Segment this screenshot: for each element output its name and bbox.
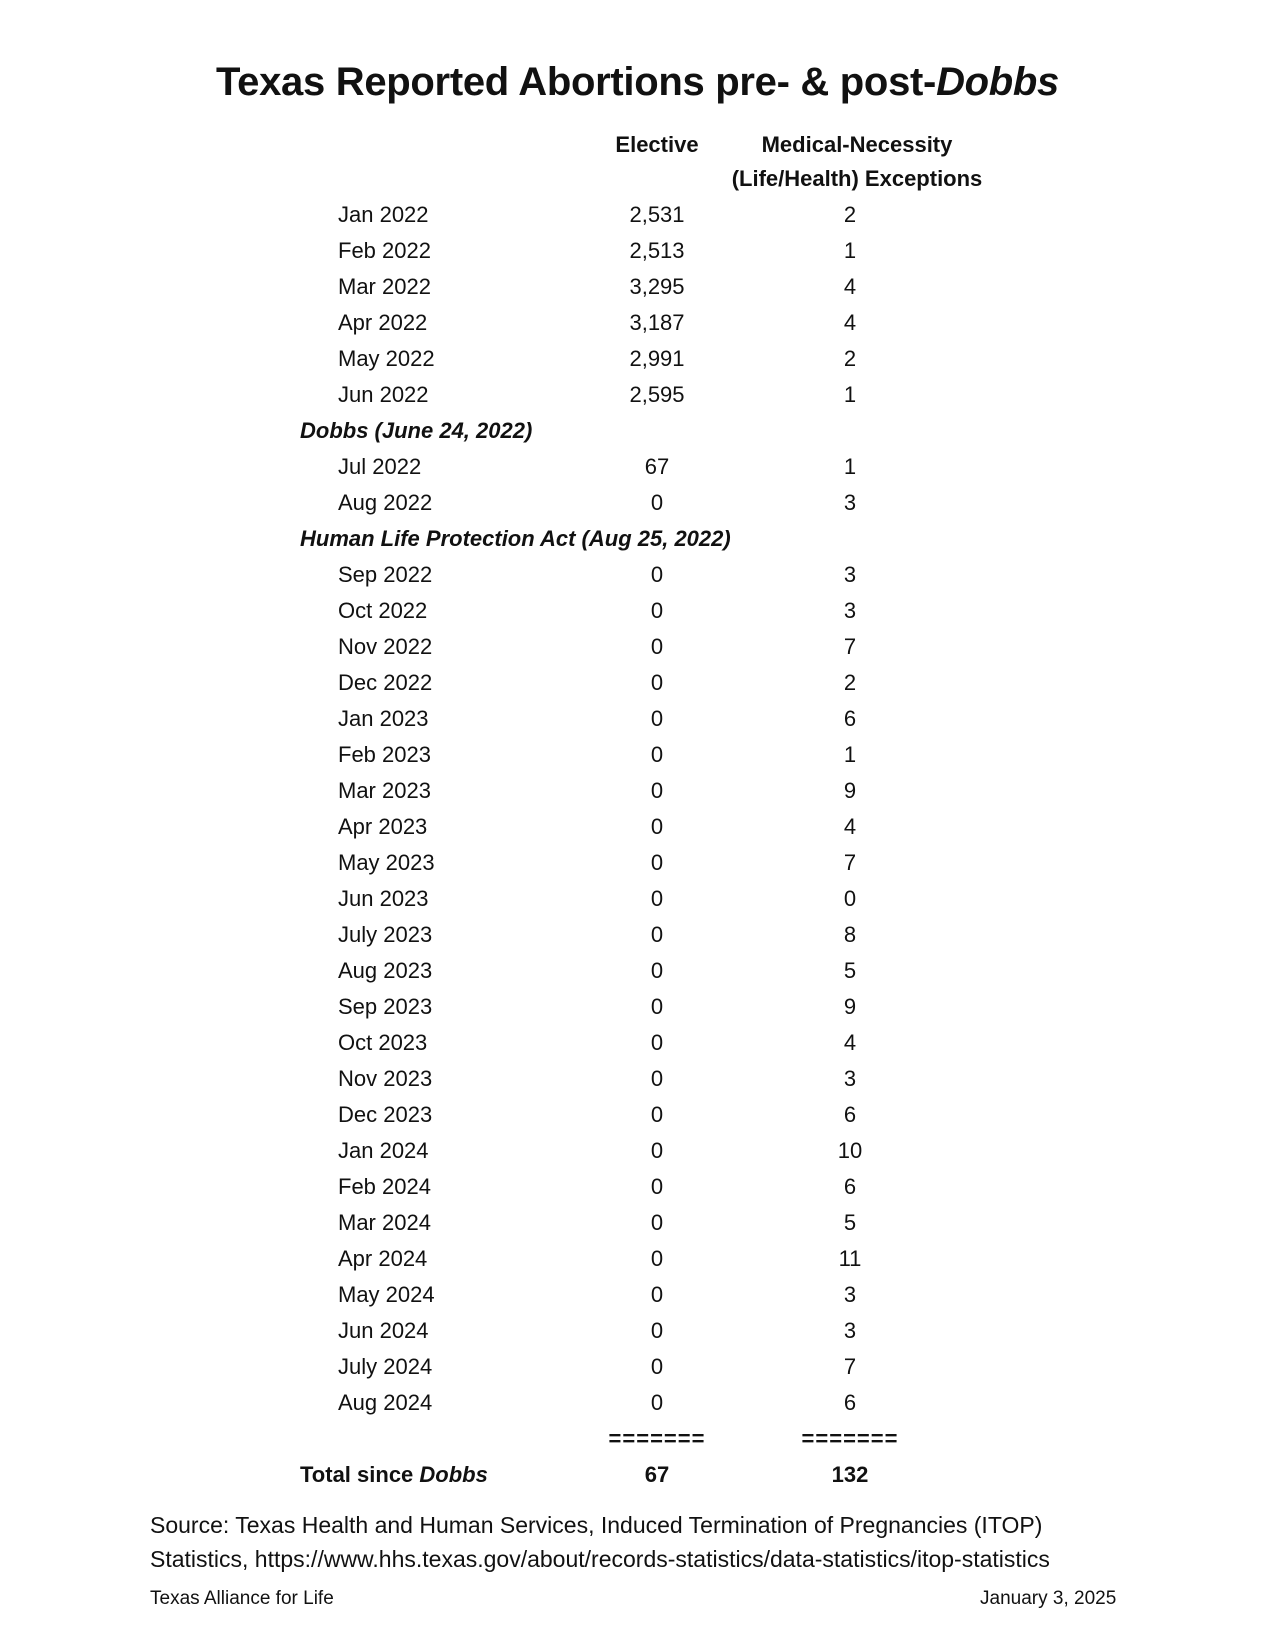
month-cell: Aug 2023 — [338, 958, 433, 983]
medical-cell: 7 — [843, 634, 857, 659]
medical-cell: 3 — [843, 598, 857, 623]
elective-cell: 0 — [650, 1390, 664, 1415]
month-cell: May 2023 — [338, 850, 435, 875]
elective-cell: 0 — [650, 1354, 664, 1379]
medical-cell: 2 — [843, 202, 857, 227]
elective-cell: 0 — [650, 778, 664, 803]
month-cell: Nov 2023 — [338, 1066, 433, 1091]
medical-cell: 4 — [843, 1030, 857, 1055]
month-cell: Oct 2023 — [338, 1030, 428, 1055]
elective-cell: 0 — [650, 1210, 664, 1235]
elective-cell: 67 — [644, 454, 670, 479]
table-row — [0, 916, 1275, 952]
table-row — [0, 664, 1275, 700]
elective-cell: 2,513 — [629, 238, 685, 263]
source-line1: Source: Texas Health and Human Services, Induced Termination of Pregnancies (ITOP) — [150, 1512, 1043, 1538]
month-cell: Aug 2024 — [338, 1390, 433, 1415]
month-cell: Apr 2023 — [338, 814, 428, 839]
elective-cell: 3,187 — [629, 310, 685, 335]
medical-cell: 4 — [843, 310, 857, 335]
page-title — [0, 60, 1275, 105]
medical-cell: 1 — [843, 238, 857, 263]
title-main: Texas Reported Abortions pre- & post- — [215, 60, 937, 104]
table-note-row — [0, 412, 1275, 448]
month-cell: Jun 2022 — [338, 382, 429, 407]
table-row — [0, 700, 1275, 736]
header-medical-line2: (Life/Health) Exceptions — [731, 166, 983, 191]
medical-cell: 9 — [843, 778, 857, 803]
month-cell: July 2023 — [338, 922, 433, 947]
table-row — [0, 196, 1275, 232]
medical-cell: 11 — [838, 1246, 862, 1271]
header-medical — [712, 128, 1002, 196]
month-cell: Sep 2022 — [338, 562, 433, 587]
table-row — [0, 268, 1275, 304]
medical-cell: 5 — [843, 1210, 857, 1235]
table-row — [0, 232, 1275, 268]
table-row — [0, 448, 1275, 484]
table-row — [0, 1168, 1275, 1204]
source-note — [150, 1508, 1260, 1576]
month-cell: Apr 2024 — [338, 1246, 428, 1271]
medical-cell: 1 — [843, 742, 857, 767]
elective-cell: 0 — [650, 958, 664, 983]
separator-elective: ======= — [608, 1426, 706, 1451]
elective-cell: 0 — [650, 886, 664, 911]
table-row — [0, 1096, 1275, 1132]
separator-row — [0, 1420, 1275, 1456]
table-note-row — [0, 520, 1275, 556]
month-cell: Mar 2024 — [338, 1210, 431, 1235]
table-row — [0, 628, 1275, 664]
elective-cell: 0 — [650, 1138, 664, 1163]
elective-cell: 0 — [650, 742, 664, 767]
table-row — [0, 808, 1275, 844]
table-row — [0, 1204, 1275, 1240]
elective-cell: 0 — [650, 994, 664, 1019]
total-label-italic: Dobbs — [419, 1462, 488, 1487]
elective-cell: 2,595 — [629, 382, 685, 407]
medical-cell: 2 — [843, 346, 857, 371]
table-row — [0, 880, 1275, 916]
medical-cell: 9 — [843, 994, 857, 1019]
table-row — [0, 340, 1275, 376]
table-row — [0, 772, 1275, 808]
month-cell: Dec 2022 — [338, 670, 433, 695]
source-line2: Statistics, https://www.hhs.texas.gov/about/records-statistics/data-statistics/itop-statistics — [150, 1546, 1050, 1572]
month-cell: Jul 2022 — [338, 454, 422, 479]
table-row — [0, 1024, 1275, 1060]
medical-cell: 1 — [843, 382, 857, 407]
table-row — [0, 1132, 1275, 1168]
elective-cell: 0 — [650, 814, 664, 839]
table-row — [0, 1348, 1275, 1384]
separator-medical: ======= — [801, 1426, 899, 1451]
medical-cell: 1 — [843, 454, 857, 479]
elective-cell: 2,531 — [629, 202, 685, 227]
elective-cell: 0 — [650, 1318, 664, 1343]
month-cell: Jun 2024 — [338, 1318, 429, 1343]
medical-cell: 7 — [843, 850, 857, 875]
total-elective: 67 — [644, 1462, 670, 1487]
elective-cell: 0 — [650, 1246, 664, 1271]
event-note: Dobbs (June 24, 2022) — [300, 418, 533, 443]
month-cell: Nov 2022 — [338, 634, 433, 659]
table-row — [0, 736, 1275, 772]
month-cell: Jan 2022 — [338, 202, 429, 227]
elective-cell: 0 — [650, 1030, 664, 1055]
table-row — [0, 484, 1275, 520]
table-row — [0, 988, 1275, 1024]
medical-cell: 6 — [843, 706, 857, 731]
data-table — [0, 196, 1275, 1492]
medical-cell: 10 — [837, 1138, 863, 1163]
medical-cell: 3 — [843, 1282, 857, 1307]
header-elective: Elective — [615, 132, 699, 157]
title-italic: Dobbs — [936, 60, 1059, 104]
event-note: Human Life Protection Act (Aug 25, 2022) — [300, 526, 731, 551]
month-cell: May 2022 — [338, 346, 435, 371]
elective-cell: 0 — [650, 490, 664, 515]
footer-date: January 3, 2025 — [980, 1588, 1117, 1609]
month-cell: Feb 2022 — [338, 238, 431, 263]
medical-cell: 6 — [843, 1102, 857, 1127]
medical-cell: 4 — [843, 814, 857, 839]
medical-cell: 3 — [843, 1318, 857, 1343]
elective-cell: 3,295 — [629, 274, 685, 299]
month-cell: Mar 2022 — [338, 274, 431, 299]
header-medical-line1: Medical-Necessity — [761, 132, 953, 157]
month-cell: Jun 2023 — [338, 886, 429, 911]
table-row — [0, 1060, 1275, 1096]
table-row — [0, 1276, 1275, 1312]
month-cell: Sep 2023 — [338, 994, 433, 1019]
footer-org: Texas Alliance for Life — [150, 1588, 334, 1609]
elective-cell: 0 — [650, 670, 664, 695]
month-cell: Mar 2023 — [338, 778, 431, 803]
elective-cell: 2,991 — [629, 346, 685, 371]
table-row — [0, 1384, 1275, 1420]
total-medical: 132 — [831, 1462, 869, 1487]
table-row — [0, 844, 1275, 880]
month-cell: Jan 2024 — [338, 1138, 429, 1163]
elective-cell: 0 — [650, 1102, 664, 1127]
month-cell: Feb 2024 — [338, 1174, 431, 1199]
elective-cell: 0 — [650, 1282, 664, 1307]
medical-cell: 6 — [843, 1390, 857, 1415]
elective-cell: 0 — [650, 1174, 664, 1199]
month-cell: May 2024 — [338, 1282, 435, 1307]
elective-cell: 0 — [650, 1066, 664, 1091]
elective-cell: 0 — [650, 706, 664, 731]
medical-cell: 3 — [843, 562, 857, 587]
medical-cell: 8 — [843, 922, 857, 947]
month-cell: Dec 2023 — [338, 1102, 433, 1127]
month-cell: Feb 2023 — [338, 742, 431, 767]
medical-cell: 2 — [843, 670, 857, 695]
table-row — [0, 376, 1275, 412]
table-row — [0, 1312, 1275, 1348]
table-row — [0, 304, 1275, 340]
elective-cell: 0 — [650, 922, 664, 947]
total-label — [300, 1462, 488, 1488]
medical-cell: 0 — [843, 886, 857, 911]
medical-cell: 3 — [843, 490, 857, 515]
table-row — [0, 952, 1275, 988]
total-label-text: Total since — [300, 1462, 420, 1487]
table-row — [0, 592, 1275, 628]
medical-cell: 3 — [843, 1066, 857, 1091]
medical-cell: 6 — [843, 1174, 857, 1199]
elective-cell: 0 — [650, 562, 664, 587]
month-cell: July 2024 — [338, 1354, 433, 1379]
table-row — [0, 556, 1275, 592]
total-row — [0, 1456, 1275, 1492]
month-cell: Aug 2022 — [338, 490, 433, 515]
elective-cell: 0 — [650, 850, 664, 875]
month-cell: Jan 2023 — [338, 706, 429, 731]
medical-cell: 7 — [843, 1354, 857, 1379]
medical-cell: 5 — [843, 958, 857, 983]
elective-cell: 0 — [650, 598, 664, 623]
month-cell: Oct 2022 — [338, 598, 428, 623]
elective-cell: 0 — [650, 634, 664, 659]
medical-cell: 4 — [843, 274, 857, 299]
month-cell: Apr 2022 — [338, 310, 428, 335]
table-row — [0, 1240, 1275, 1276]
